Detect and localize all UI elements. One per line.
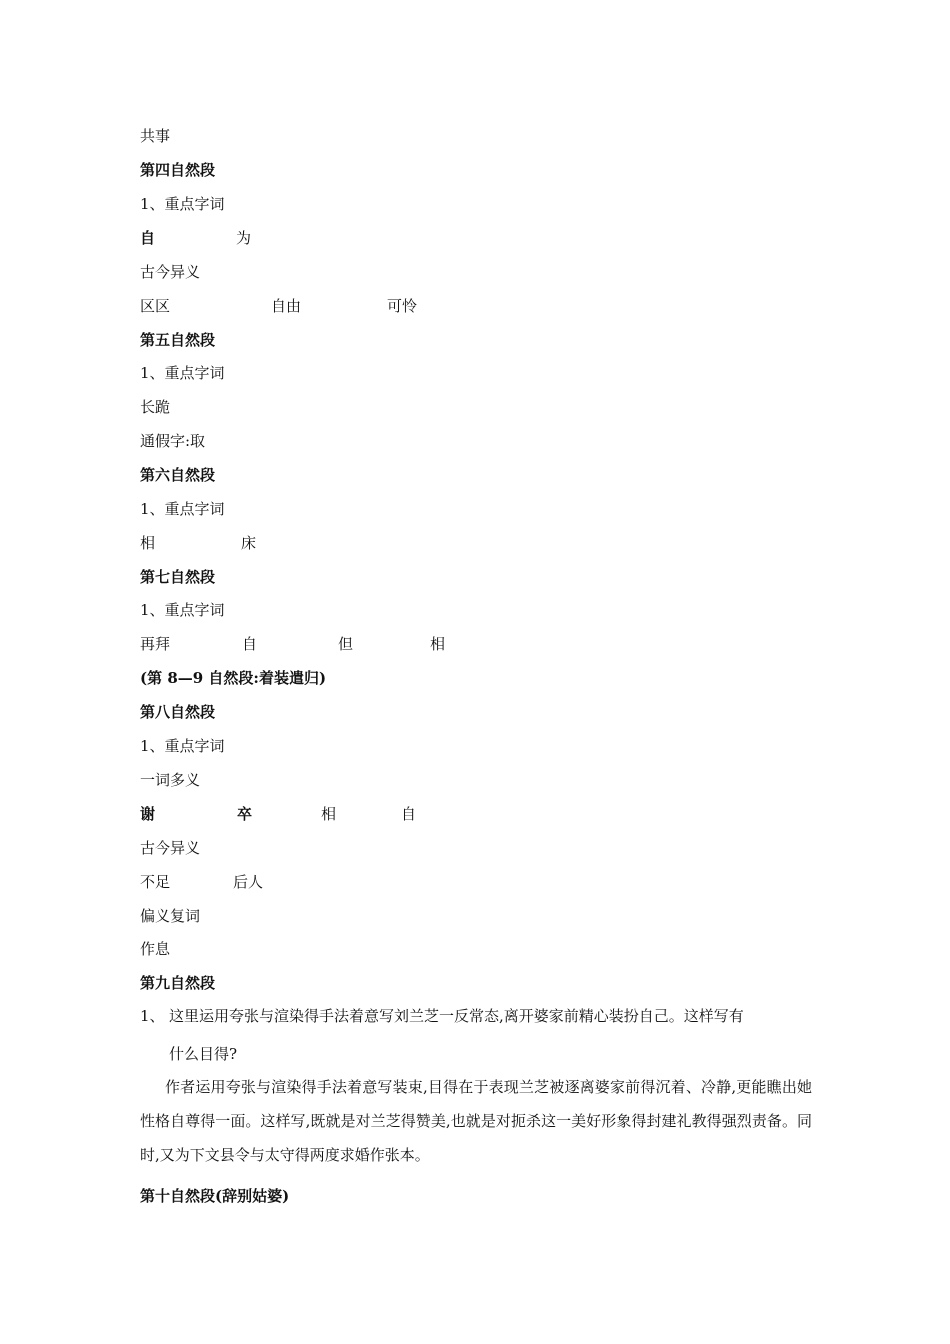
text-line: 通假字:取 — [140, 432, 206, 450]
subheading-polysemy: 一词多义 — [140, 771, 201, 789]
subheading-key-words: 1、重点字词 — [140, 195, 225, 213]
subheading-key-words: 1、重点字词 — [140, 500, 225, 518]
question-text: 这里运用夸张与渲染得手法着意写刘兰芝一反常态,离开婆家前精心装扮自己。这样写有 — [169, 1007, 744, 1025]
subheading-compound-words: 偏义复词 — [140, 907, 201, 925]
text-line: 共事 — [140, 127, 171, 145]
key-word: 卒 — [237, 805, 253, 823]
key-words-row — [140, 634, 480, 654]
key-words-row — [140, 228, 340, 248]
question-text-continued: 什么目得? — [169, 1045, 238, 1063]
key-words-row — [140, 533, 340, 553]
key-word: 自 — [401, 805, 417, 823]
section-heading-10: 第十自然段(辞别姑婆) — [140, 1187, 290, 1205]
section-group-heading: (第 8—9 自然段:着装遣归) — [140, 669, 327, 687]
key-word: 但 — [338, 635, 354, 653]
key-word: 谢 — [140, 805, 156, 823]
subheading-ancient-modern: 古今异义 — [140, 839, 201, 857]
key-word: 为 — [236, 229, 252, 247]
key-word: 后人 — [233, 873, 264, 891]
key-word: 相 — [430, 635, 446, 653]
text-line: 作息 — [140, 940, 171, 958]
subheading-ancient-modern: 古今异义 — [140, 263, 201, 281]
section-heading-7: 第七自然段 — [140, 568, 216, 586]
key-word: 自由 — [271, 297, 302, 315]
key-word: 再拜 — [140, 635, 171, 653]
key-word: 不足 — [140, 873, 171, 891]
section-heading-8: 第八自然段 — [140, 703, 216, 721]
key-word: 自 — [242, 635, 258, 653]
key-word: 区区 — [140, 297, 171, 315]
subheading-key-words: 1、重点字词 — [140, 737, 225, 755]
text-line: 长跪 — [140, 398, 171, 416]
key-words-row — [140, 296, 460, 316]
answer-paragraph: 作者运用夸张与渲染得手法着意写装束,目得在于表现兰芝被逐离婆家前得沉着、冷静,更能瞧出她性格自尊得一面。这样写,既就是对兰芝得赞美,也就是对扼杀这一美好形象得封建礼教得强烈责备。同时,又为下文县令与太守得两度求婚作张本。 — [140, 1078, 812, 1164]
section-heading-4: 第四自然段 — [140, 161, 216, 179]
question-number: 1、 — [140, 1007, 165, 1025]
key-words-row — [140, 872, 340, 892]
subheading-key-words: 1、重点字词 — [140, 601, 225, 619]
key-word: 相 — [140, 534, 156, 552]
section-heading-6: 第六自然段 — [140, 466, 216, 484]
section-heading-5: 第五自然段 — [140, 331, 216, 349]
key-word: 相 — [321, 805, 337, 823]
key-word: 自 — [140, 229, 156, 247]
key-word: 床 — [241, 534, 257, 552]
subheading-key-words: 1、重点字词 — [140, 364, 225, 382]
key-words-row — [140, 804, 440, 824]
section-heading-9: 第九自然段 — [140, 974, 216, 992]
key-word: 可怜 — [387, 297, 418, 315]
